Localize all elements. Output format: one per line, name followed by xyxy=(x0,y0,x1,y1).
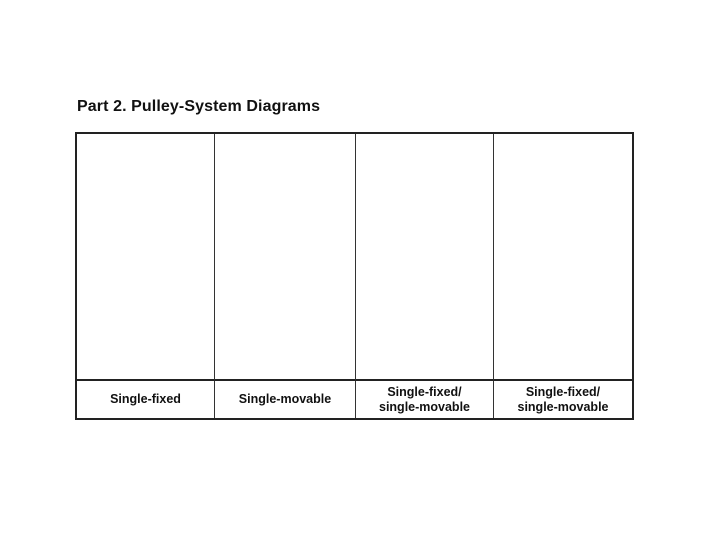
label-line: Single-fixed/ xyxy=(525,384,601,399)
label-line: Single-movable xyxy=(238,392,332,406)
label-line: Single-fixed/ xyxy=(387,384,462,399)
column-label-fixed-movable-1 xyxy=(356,381,494,418)
drawing-area-single-fixed[interactable] xyxy=(77,134,215,381)
label-line: Single-fixed xyxy=(110,392,181,406)
section-heading: Part 2. Pulley-System Diagrams xyxy=(77,98,321,115)
column-label-single-fixed xyxy=(77,381,215,418)
drawing-area-fixed-movable-2[interactable] xyxy=(494,134,632,381)
label-line: single-movable xyxy=(517,399,609,414)
column-label-fixed-movable-2 xyxy=(494,381,632,418)
pulley-diagram-table xyxy=(75,132,634,420)
drawing-area-fixed-movable-1[interactable] xyxy=(356,134,494,381)
label-line: single-movable xyxy=(379,399,470,414)
column-label-single-movable xyxy=(215,381,356,418)
drawing-area-single-movable[interactable] xyxy=(215,134,356,381)
